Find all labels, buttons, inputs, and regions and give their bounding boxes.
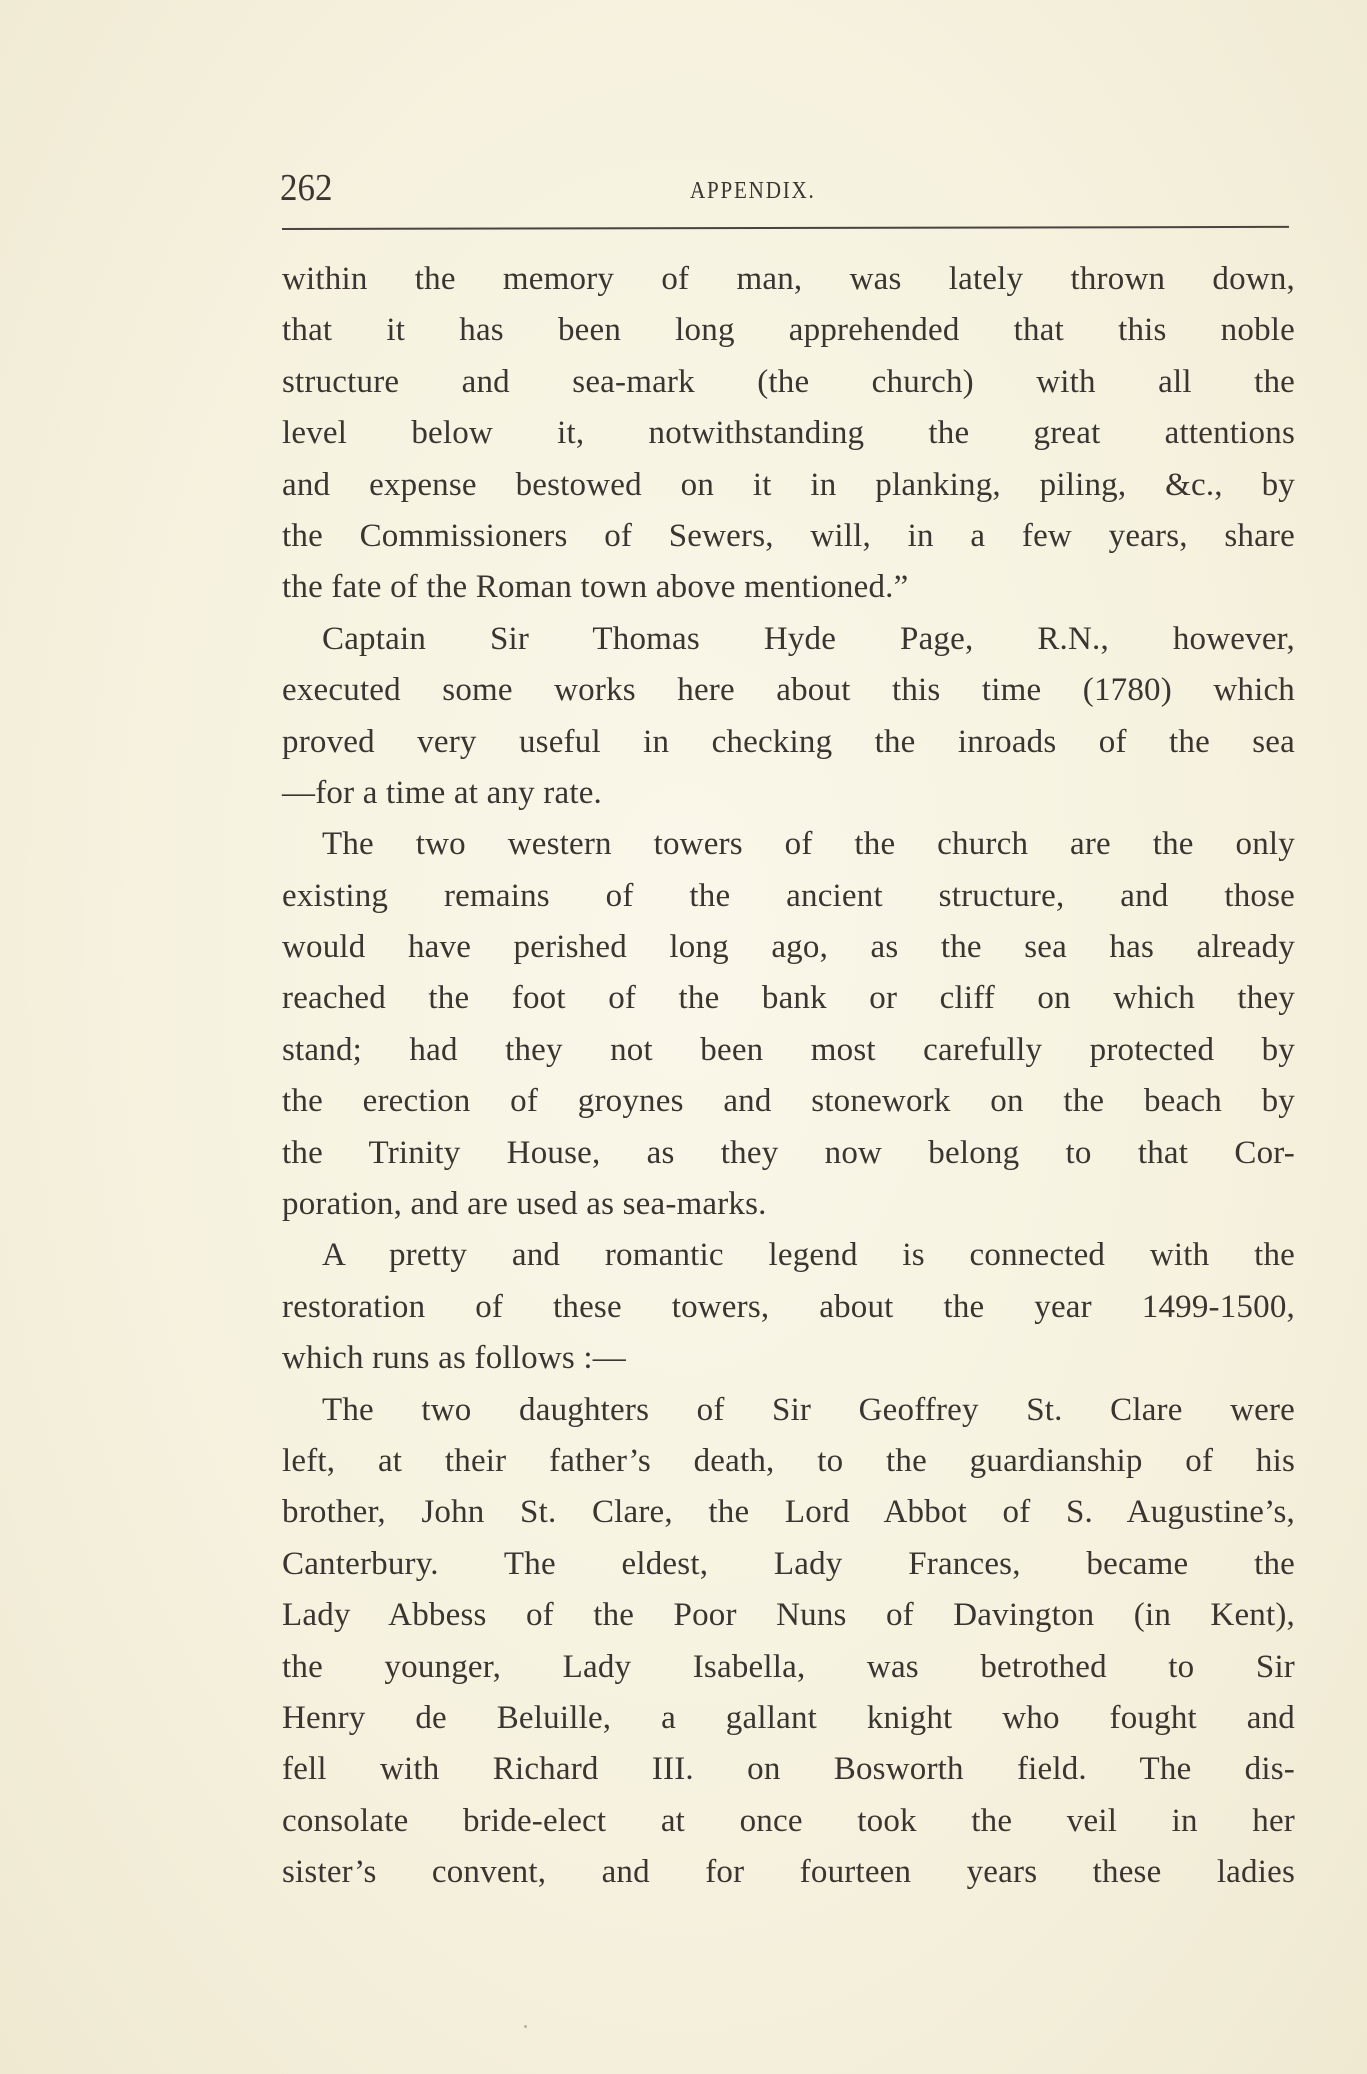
text-line: left, at their father’s death, to the guardianship of his xyxy=(282,1442,1295,1479)
text-line: sister’s convent, and for fourteen years these ladies xyxy=(282,1854,1295,1891)
running-head xyxy=(282,166,1295,220)
text-line: would have perished long ago, as the sea has already xyxy=(282,929,1295,966)
text-line: poration, and are used as sea-marks. xyxy=(282,1186,767,1223)
text-line: the Commissioners of Sewers, will, in a few years, share xyxy=(282,517,1295,554)
text-line: structure and sea-mark (the church) with all the xyxy=(282,363,1295,400)
running-title: APPENDIX. xyxy=(690,178,816,204)
text-line: consolate bride-elect at once took the veil in her xyxy=(282,1802,1295,1839)
text-line: that it has been long apprehended that this noble xyxy=(282,312,1295,349)
text-line: the younger, Lady Isabella, was betrothed to Sir xyxy=(282,1648,1295,1685)
paper-speck xyxy=(524,2025,527,2028)
text-line: reached the foot of the bank or cliff on which they xyxy=(282,980,1295,1017)
text-line: Henry de Beluille, a gallant knight who fought and xyxy=(282,1699,1295,1736)
text-line: the fate of the Roman town above mentioned.” xyxy=(282,569,909,606)
text-line: proved very useful in checking the inroads of the sea xyxy=(282,723,1295,760)
text-line: brother, John St. Clare, the Lord Abbot of S. Augustine’s, xyxy=(282,1494,1295,1531)
text-line: Canterbury. The eldest, Lady Frances, became the xyxy=(282,1545,1295,1582)
page-number: 262 xyxy=(280,167,333,209)
text-line: Captain Sir Thomas Hyde Page, R.N., however, xyxy=(322,620,1295,657)
text-line: The two daughters of Sir Geoffrey St. Clare were xyxy=(322,1391,1295,1428)
text-line: stand; had they not been most carefully protected by xyxy=(282,1031,1295,1068)
text-line: —for a time at any rate. xyxy=(282,774,602,811)
text-line: A pretty and romantic legend is connected with the xyxy=(322,1237,1295,1274)
text-line: and expense bestowed on it in planking, piling, &c., by xyxy=(282,466,1295,503)
text-line: fell with Richard III. on Bosworth field. The dis- xyxy=(282,1751,1295,1788)
text-line: The two western towers of the church are the only xyxy=(322,826,1295,863)
text-line: within the memory of man, was lately thrown down, xyxy=(282,261,1295,297)
text-line: the Trinity House, as they now belong to that Cor- xyxy=(282,1134,1295,1171)
text-line: existing remains of the ancient structure, and those xyxy=(282,877,1295,914)
text-line: Lady Abbess of the Poor Nuns of Davington (in Kent), xyxy=(282,1597,1295,1634)
text-line: executed some works here about this time (1780) which xyxy=(282,672,1295,709)
body-text xyxy=(282,254,1295,1899)
header-rule xyxy=(282,226,1289,230)
text-line: restoration of these towers, about the year 1499-1500, xyxy=(282,1288,1295,1325)
text-line: which runs as follows :— xyxy=(282,1340,626,1377)
book-page xyxy=(280,166,1295,1891)
text-line: level below it, notwithstanding the great attentions xyxy=(282,415,1295,452)
text-line: the erection of groynes and stonework on the beach by xyxy=(282,1083,1295,1120)
